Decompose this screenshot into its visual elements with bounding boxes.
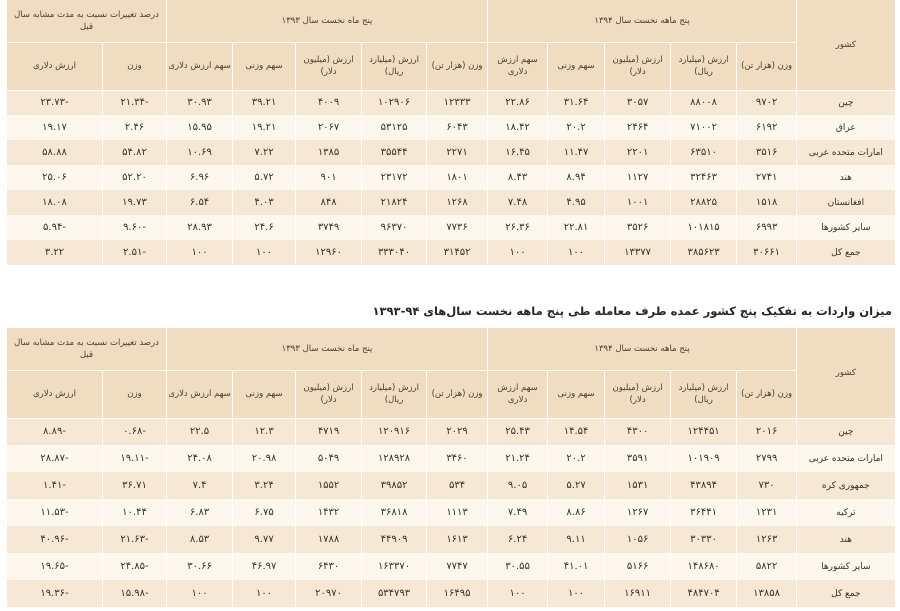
value-cell: ۱۴۸۶۸۰ [671, 553, 737, 580]
value-cell: ۳۴۶۰ [427, 445, 488, 472]
value-cell: ۹.۱۱ [548, 526, 605, 553]
table-row [7, 499, 895, 526]
value-cell: -۲۳.۷۳ [7, 90, 103, 115]
value-cell: ۱۰۰۱ [605, 190, 671, 215]
value-cell: -۵.۹۴ [7, 215, 103, 240]
value-cell: ۴.۹۵ [548, 190, 605, 215]
value-cell: ۳۹۸۵۲ [362, 472, 427, 499]
value-cell: ۳۱۴۵۲ [427, 240, 488, 265]
value-cell: ۱۲۴۴۵۱ [671, 418, 737, 445]
value-cell: ۵۳۱۲۵ [362, 115, 427, 140]
value-cell: ۱۸.۴۲ [488, 115, 548, 140]
col-value-dollar: ارزش (میلیون دلار) [605, 42, 671, 90]
value-cell: ۸.۵۳ [167, 526, 233, 553]
value-cell: ۳۹.۲۱ [233, 90, 296, 115]
value-cell: ۱۶۳۳۷۰ [362, 553, 427, 580]
value-cell: ۷۱۰۰۲ [671, 115, 737, 140]
value-cell: ۳.۲۴ [233, 472, 296, 499]
value-cell: ۱۶۱۳ [427, 526, 488, 553]
value-cell: ۲۰۲۹ [427, 418, 488, 445]
value-cell: ۳۶۴۴۱ [671, 499, 737, 526]
value-cell: ۵۸.۸۸ [7, 140, 103, 165]
value-cell: ۲.۴۶ [103, 115, 167, 140]
value-cell: ۲۸.۹۳ [167, 215, 233, 240]
value-cell: ۶۳۵۱۰ [671, 140, 737, 165]
value-cell: -۹.۶۰ [103, 215, 167, 240]
value-cell: ۴۱.۰۱ [548, 553, 605, 580]
value-cell: -۱۹.۱۱ [103, 445, 167, 472]
header-period-1393: پنج ماه نخست سال ۱۳۹۳ [167, 328, 488, 370]
value-cell: ۱۷۸۸ [296, 526, 362, 553]
col-dollar-share: سهم ارزش دلاری [167, 370, 233, 418]
table-row [7, 580, 895, 607]
table-row [7, 165, 895, 190]
value-cell: ۱۲۳۳۳ [427, 90, 488, 115]
value-cell: ۳۵۹۱ [605, 445, 671, 472]
value-cell: ۳۵۲۶ [605, 215, 671, 240]
value-cell: ۱۵۵۲ [296, 472, 362, 499]
value-cell: ۱۴.۵۴ [548, 418, 605, 445]
value-cell: ۲۲۷۱ [427, 140, 488, 165]
country-cell: جمهوری کره [797, 472, 895, 499]
col-weight: وزن (هزار تن) [737, 42, 797, 90]
value-cell: ۲۷۹۹ [737, 445, 797, 472]
value-cell: ۱۱۱۳ [427, 499, 488, 526]
col-dollar-share: سهم ارزش دلاری [488, 370, 548, 418]
value-cell: ۲۱.۲۴ [488, 445, 548, 472]
value-cell: ۱۳۳۷۷ [605, 240, 671, 265]
header-change: درصد تغییرات نسبت به مدت مشابه سال قبل [7, 328, 167, 370]
col-value-rial: ارزش (میلیارد ریال) [362, 370, 427, 418]
value-cell: ۱۰.۴۴ [103, 499, 167, 526]
value-cell: ۳۰.۵۵ [488, 553, 548, 580]
value-cell: ۳۰.۶۶ [167, 553, 233, 580]
value-cell: ۳۰۶۶۱ [737, 240, 797, 265]
value-cell: ۱۹.۷۳ [103, 190, 167, 215]
col-dollar-share: سهم ارزش دلاری [167, 42, 233, 90]
table-row [7, 215, 895, 240]
value-cell: -۲۸.۸۷ [7, 445, 103, 472]
country-cell: سایر کشورها [797, 553, 895, 580]
table-row [7, 140, 895, 165]
value-cell: -۱.۴۱ [7, 472, 103, 499]
value-cell: ۶۹۹۳ [737, 215, 797, 240]
exports-table [6, 0, 895, 265]
value-cell: ۱۱.۴۷ [548, 140, 605, 165]
value-cell: ۱۲.۳ [233, 418, 296, 445]
value-cell: ۱۶۹۱۱ [605, 580, 671, 607]
value-cell: ۲۰.۹۸ [233, 445, 296, 472]
value-cell: ۱۵.۹۵ [167, 115, 233, 140]
value-cell: ۹۷۰۲ [737, 90, 797, 115]
imports-table-body [7, 418, 895, 607]
value-cell: ۱۲۶۳ [737, 526, 797, 553]
header-country: کشور [797, 328, 895, 418]
table-row [7, 115, 895, 140]
value-cell: ۳۰.۹۳ [167, 90, 233, 115]
value-cell: ۱۲۶۷ [605, 499, 671, 526]
value-cell: ۲۲.۸۱ [548, 215, 605, 240]
col-weight-share: سهم وزنی [233, 42, 296, 90]
value-cell: ۱۲۶۸ [427, 190, 488, 215]
value-cell: ۴۷۱۹ [296, 418, 362, 445]
value-cell: ۶.۹۶ [167, 165, 233, 190]
country-cell: جمع کل [797, 240, 895, 265]
exports-table-body [7, 90, 895, 265]
value-cell: ۷.۲۲ [233, 140, 296, 165]
value-cell: -۱۹.۶۵ [7, 553, 103, 580]
table-row [7, 553, 895, 580]
country-cell: جمع کل [797, 580, 895, 607]
value-cell: ۵۲.۲۰ [103, 165, 167, 190]
value-cell: ۲۰.۲ [548, 115, 605, 140]
value-cell: ۲۵.۴۳ [488, 418, 548, 445]
value-cell: ۱۰۰ [167, 240, 233, 265]
col-dollar-share: سهم ارزش دلاری [488, 42, 548, 90]
table-row [7, 418, 895, 445]
value-cell: ۳۸۵۶۲۳ [671, 240, 737, 265]
value-cell: ۷۷۳۶ [427, 215, 488, 240]
value-cell: ۷.۴۸ [488, 190, 548, 215]
value-cell: ۱۹.۲۱ [233, 115, 296, 140]
value-cell: ۲۵.۰۶ [7, 165, 103, 190]
value-cell: ۳۵۵۴۴ [362, 140, 427, 165]
value-cell: ۱۲۹۶۰ [296, 240, 362, 265]
value-cell: ۵.۷۲ [233, 165, 296, 190]
value-cell: ۱۰۰ [548, 580, 605, 607]
value-cell: ۱۰۱۸۱۵ [671, 215, 737, 240]
country-cell: چین [797, 418, 895, 445]
country-cell: ترکیه [797, 499, 895, 526]
table-row [7, 90, 895, 115]
col-change-weight: وزن [103, 370, 167, 418]
value-cell: ۱۴۳۲ [296, 499, 362, 526]
value-cell: ۲۴.۶ [233, 215, 296, 240]
value-cell: -۲۱.۳۴ [103, 90, 167, 115]
value-cell: ۷.۴۹ [488, 499, 548, 526]
country-cell: امارات متحده عربی [797, 140, 895, 165]
value-cell: ۳۷۴۹ [296, 215, 362, 240]
value-cell: ۶۱۹۲ [737, 115, 797, 140]
value-cell: ۸۸۰۰۸ [671, 90, 737, 115]
value-cell: ۲۶.۳۶ [488, 215, 548, 240]
value-cell: ۲۰۹۷۰ [296, 580, 362, 607]
value-cell: ۹۶۳۷۰ [362, 215, 427, 240]
value-cell: ۶.۲۴ [488, 526, 548, 553]
value-cell: ۷.۴ [167, 472, 233, 499]
value-cell: ۹۰۱ [296, 165, 362, 190]
value-cell: -۱۹.۳۶ [7, 580, 103, 607]
value-cell: ۲۱۸۲۴ [362, 190, 427, 215]
value-cell: ۱۸.۰۸ [7, 190, 103, 215]
value-cell: ۱۰۰ [488, 580, 548, 607]
country-cell: هند [797, 165, 895, 190]
value-cell: ۳۱.۶۴ [548, 90, 605, 115]
value-cell: -۰.۶۸ [103, 418, 167, 445]
value-cell: ۸۴۸ [296, 190, 362, 215]
value-cell: ۴۰۰۹ [296, 90, 362, 115]
value-cell: ۱۲۰۹۱۶ [362, 418, 427, 445]
value-cell: ۵۴.۸۲ [103, 140, 167, 165]
value-cell: -۸.۸۹ [7, 418, 103, 445]
value-cell: -۲۱.۶۳ [103, 526, 167, 553]
value-cell: ۲۳۱۷۲ [362, 165, 427, 190]
value-cell: -۲.۵۱ [103, 240, 167, 265]
imports-table-title: میزان واردات به تفکیک پنج کشور عمده طرف معامله طی پنج ماهه نخست سال‌های ۹۴-۱۳۹۳ [372, 304, 892, 318]
value-cell: ۶.۵۴ [167, 190, 233, 215]
value-cell: -۱۱.۵۳ [7, 499, 103, 526]
value-cell: ۵۸۲۲ [737, 553, 797, 580]
table-row [7, 526, 895, 553]
value-cell: ۱۰۰ [548, 240, 605, 265]
value-cell: ۴۴۹۰۹ [362, 526, 427, 553]
value-cell: ۳۰۳۳۰ [671, 526, 737, 553]
value-cell: ۳۵۱۶ [737, 140, 797, 165]
col-change-weight: وزن [103, 42, 167, 90]
value-cell: ۱۱۲۷ [605, 165, 671, 190]
table-row [7, 190, 895, 215]
value-cell: ۸.۴۳ [488, 165, 548, 190]
header-period-1394: پنج ماهه نخست سال ۱۳۹۴ [488, 328, 797, 370]
value-cell: ۶۴۳۰ [296, 553, 362, 580]
value-cell: ۴۶.۹۷ [233, 553, 296, 580]
value-cell: ۴.۰۳ [233, 190, 296, 215]
value-cell: ۳۲۴۶۳ [671, 165, 737, 190]
value-cell: ۶۰۴۳ [427, 115, 488, 140]
country-cell: امارات متحده عربی [797, 445, 895, 472]
value-cell: ۱۵۳۱ [605, 472, 671, 499]
value-cell: ۱۲۳۱ [737, 499, 797, 526]
header-period-1393: پنج ماه نخست سال ۱۳۹۳ [167, 0, 488, 42]
value-cell: ۲۲.۵ [167, 418, 233, 445]
value-cell: ۸.۸۶ [548, 499, 605, 526]
value-cell: ۳۶.۷۱ [103, 472, 167, 499]
value-cell: ۱۰۰ [233, 580, 296, 607]
header-period-1394: پنج ماهه نخست سال ۱۳۹۴ [488, 0, 797, 42]
value-cell: ۳۳۳۰۴۰ [362, 240, 427, 265]
value-cell: ۱۸۰۱ [427, 165, 488, 190]
value-cell: ۱۰۵۶ [605, 526, 671, 553]
col-value-dollar: ارزش (میلیون دلار) [296, 42, 362, 90]
col-value-rial: ارزش (میلیارد ریال) [671, 42, 737, 90]
table-row [7, 472, 895, 499]
col-weight-share: سهم وزنی [548, 42, 605, 90]
header-change: درصد تغییرات نسبت به مدت مشابه سال قبل [7, 0, 167, 42]
value-cell: ۴۳۸۹۴ [671, 472, 737, 499]
value-cell: ۲۴۶۴ [605, 115, 671, 140]
imports-table [6, 328, 895, 607]
value-cell: ۳۰۵۷ [605, 90, 671, 115]
value-cell: ۱۰۱۹۰۹ [671, 445, 737, 472]
value-cell: ۵.۲۷ [548, 472, 605, 499]
col-weight: وزن (هزار تن) [737, 370, 797, 418]
value-cell: ۱۵۱۸ [737, 190, 797, 215]
value-cell: ۴۳۰۰ [605, 418, 671, 445]
value-cell: -۱۵.۹۸ [103, 580, 167, 607]
value-cell: -۲۴.۸۵ [103, 553, 167, 580]
value-cell: ۲۰۶۷ [296, 115, 362, 140]
value-cell: ۹.۷۷ [233, 526, 296, 553]
table-row [7, 445, 895, 472]
value-cell: -۴۰.۹۶ [7, 526, 103, 553]
col-value-rial: ارزش (میلیارد ریال) [362, 42, 427, 90]
value-cell: ۱۰.۶۹ [167, 140, 233, 165]
value-cell: ۱۶۴۹۵ [427, 580, 488, 607]
value-cell: ۵۳۴۷۹۳ [362, 580, 427, 607]
value-cell: ۶.۸۳ [167, 499, 233, 526]
value-cell: ۷۳۰ [737, 472, 797, 499]
value-cell: ۱۰۰ [233, 240, 296, 265]
country-cell: هند [797, 526, 895, 553]
value-cell: ۵۰۴۹ [296, 445, 362, 472]
table-row [7, 240, 895, 265]
col-value-rial: ارزش (میلیارد ریال) [671, 370, 737, 418]
col-value-dollar: ارزش (میلیون دلار) [296, 370, 362, 418]
value-cell: ۷۷۴۷ [427, 553, 488, 580]
value-cell: ۲۴.۰۸ [167, 445, 233, 472]
header-country: کشور [797, 0, 895, 90]
col-change-dollar: ارزش دلاری [7, 370, 103, 418]
value-cell: ۴۸۴۷۰۴ [671, 580, 737, 607]
value-cell: ۶.۷۵ [233, 499, 296, 526]
value-cell: ۱۰۲۹۰۶ [362, 90, 427, 115]
col-change-dollar: ارزش دلاری [7, 42, 103, 90]
col-weight-share: سهم وزنی [548, 370, 605, 418]
value-cell: ۳.۲۲ [7, 240, 103, 265]
country-cell: عراق [797, 115, 895, 140]
value-cell: ۲۰.۲ [548, 445, 605, 472]
value-cell: ۱۳۸۵۸ [737, 580, 797, 607]
value-cell: ۳۶۸۱۸ [362, 499, 427, 526]
value-cell: ۱۰۰ [488, 240, 548, 265]
col-value-dollar: ارزش (میلیون دلار) [605, 370, 671, 418]
col-weight: وزن (هزار تن) [427, 370, 488, 418]
value-cell: ۲۲۰۱ [605, 140, 671, 165]
value-cell: ۵۱۶۶ [605, 553, 671, 580]
col-weight-share: سهم وزنی [233, 370, 296, 418]
value-cell: ۲۲.۸۶ [488, 90, 548, 115]
value-cell: ۱۲۸۹۲۸ [362, 445, 427, 472]
value-cell: ۱۳۸۵ [296, 140, 362, 165]
value-cell: ۹.۰۵ [488, 472, 548, 499]
value-cell: ۱۹.۱۷ [7, 115, 103, 140]
value-cell: ۲۷۴۱ [737, 165, 797, 190]
country-cell: سایر کشورها [797, 215, 895, 240]
value-cell: ۲۰۱۶ [737, 418, 797, 445]
value-cell: ۱۰۰ [167, 580, 233, 607]
value-cell: ۸.۹۴ [548, 165, 605, 190]
country-cell: چین [797, 90, 895, 115]
col-weight: وزن (هزار تن) [427, 42, 488, 90]
value-cell: ۱۶.۴۵ [488, 140, 548, 165]
country-cell: افغانستان [797, 190, 895, 215]
value-cell: ۵۳۴ [427, 472, 488, 499]
value-cell: ۲۸۸۲۵ [671, 190, 737, 215]
